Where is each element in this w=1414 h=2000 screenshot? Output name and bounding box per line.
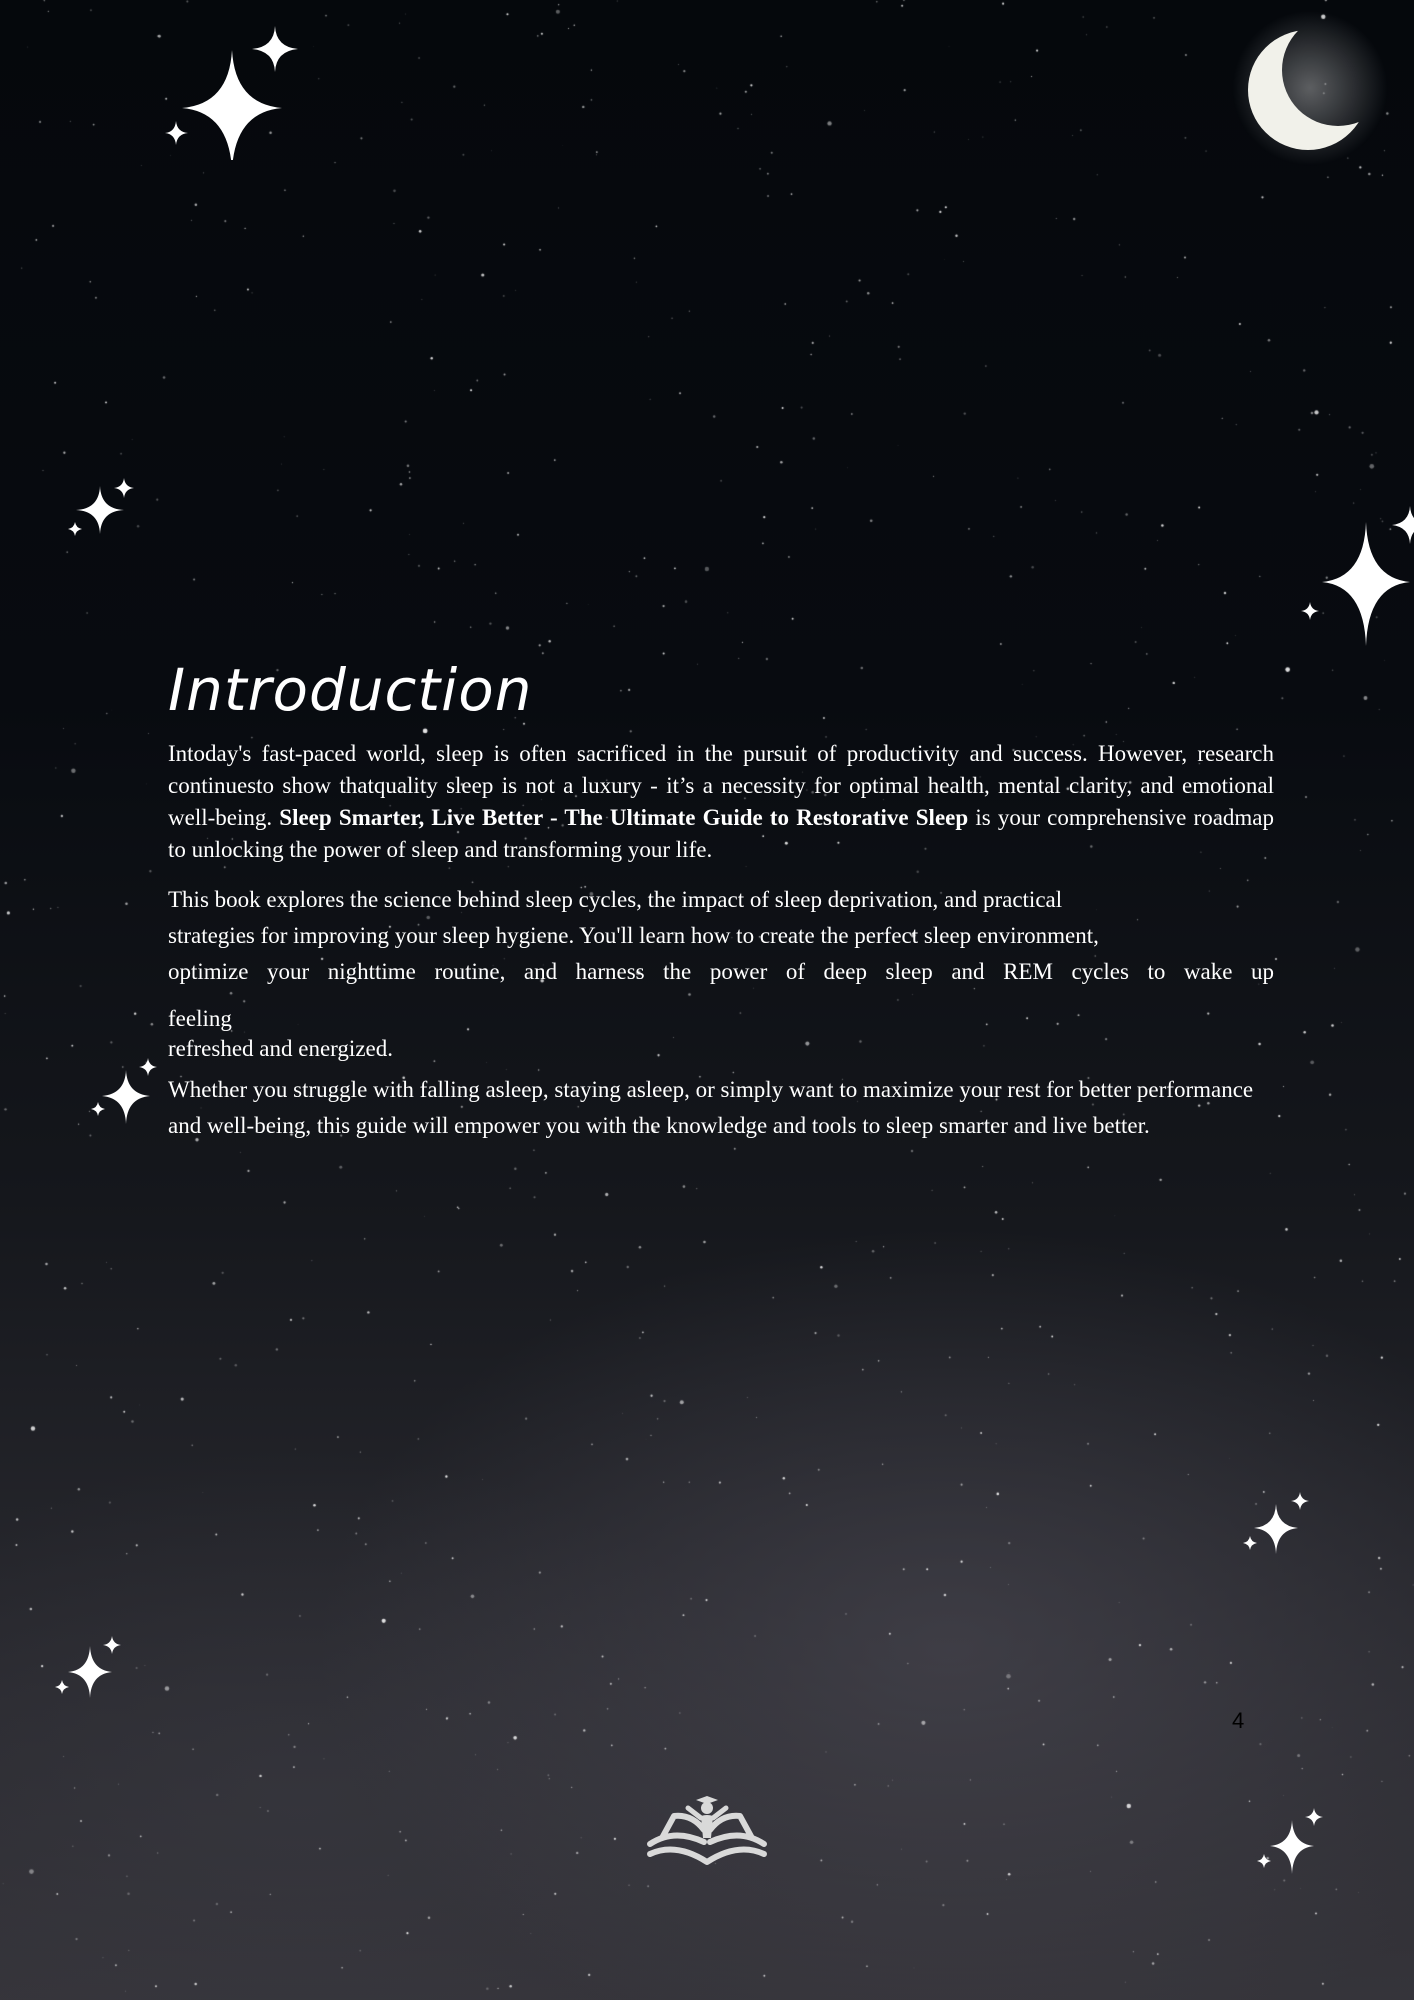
page-title: Introduction [168, 656, 533, 724]
sparkle-icon [1242, 1492, 1316, 1560]
p2-line-1: This book explores the science behind sleep cycles, the impact of sleep deprivation, and practical [168, 887, 1063, 912]
page-number: 4 [1232, 1708, 1245, 1733]
sparkle-icon [54, 1636, 128, 1702]
p2-line-3: optimize your nighttime routine, and harness the power of deep sleep and REM cycles to wake up [168, 959, 1274, 984]
p2-line-2: strategies for improving your sleep hygiene. You'll learn how to create the perfect sleep environment, [168, 923, 1099, 948]
p2-line-4: feeling [168, 1006, 232, 1031]
intro-paragraph-1 [168, 738, 1274, 866]
intro-paragraph-3: Whether you struggle with falling asleep, staying asleep, or simply want to maximize your rest for better performance and well-being, this guide will empower you with the knowledge and tools to sleep smarter and live better. [168, 1077, 1254, 1138]
sparkle-icon [1256, 1808, 1330, 1876]
book-title-bold: Sleep Smarter, Live Better - The Ultimate Guide to Restorative Sleep [279, 805, 969, 830]
sparkle-icon [165, 20, 305, 160]
p1-text-start: Intoday's fast-paced world, sleep is often sacrificed in the pursuit of productivity and success. However, research continuesto show thatquality sleep is not a luxury - it’s a necessity for optimal health, mental clarity, and emotional well-being. [168, 741, 1274, 830]
crescent-moon-icon [1230, 8, 1390, 168]
intro-paragraph-2 [168, 882, 1274, 1064]
sparkle-icon [66, 478, 140, 540]
sparkle-icon [90, 1058, 164, 1128]
introduction-section [168, 650, 1274, 1144]
open-book-with-person-icon [644, 1786, 770, 1876]
p2-line-5: refreshed and energized. [168, 1036, 393, 1061]
sparkle-icon [1300, 506, 1414, 646]
p1-text-end: is your comprehensive roadmap to unlocking the power of sleep and transforming your life. [168, 805, 1274, 862]
